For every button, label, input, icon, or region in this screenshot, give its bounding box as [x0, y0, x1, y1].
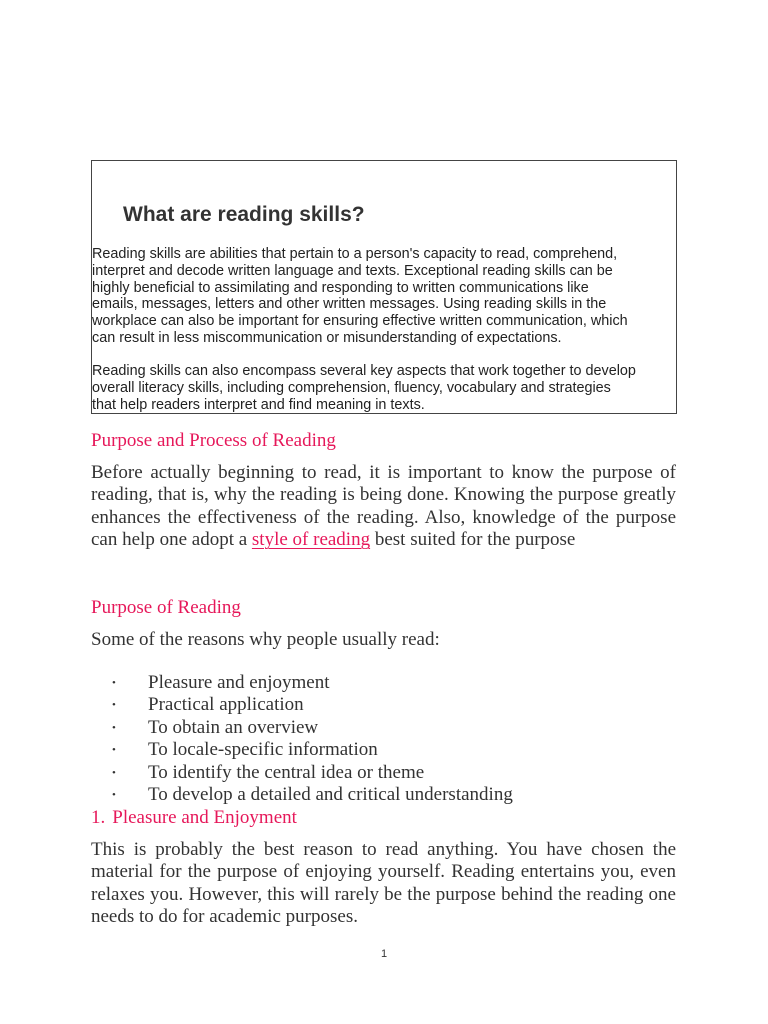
paragraph-purpose-and-process: [91, 462, 676, 552]
list-item: [112, 762, 513, 784]
list-item-text: Pleasure and enjoyment: [148, 672, 330, 693]
list-item-text: To develop a detailed and critical understanding: [148, 784, 513, 806]
page-number: 1: [380, 948, 388, 960]
list-item: [112, 694, 513, 716]
box-paragraph-definition: Reading skills are abilities that pertain to a person's capacity to read, comprehend, interpret and decode written language and texts. Exceptional reading skills can be highly beneficial to assimilating and responding to written communications like emails, messages, letters and other written messages. Using reading skills in the workplace can also be important for ensuring effective written communication, which can result in less miscommunication or misunderstanding of expectations.: [92, 246, 628, 346]
list-item-text: To locale-specific information: [148, 739, 378, 761]
list-item-text: To obtain an overview: [148, 716, 319, 738]
paragraph-reasons-intro: Some of the reasons why people usually read:: [91, 629, 440, 650]
list-item-text: To identify the central idea or theme: [148, 761, 425, 783]
heading-purpose-of-reading: Purpose of Reading: [91, 597, 241, 618]
bullet-icon: •: [112, 744, 116, 757]
list-item: [112, 672, 513, 694]
list-item: [112, 739, 513, 761]
style-of-reading-link[interactable]: style of reading: [251, 529, 371, 551]
paragraph-text-after-link: best suited for the purpose: [370, 529, 576, 551]
bullet-icon: •: [112, 766, 116, 779]
heading-number: 1.: [91, 807, 106, 828]
bullet-icon: •: [112, 789, 116, 802]
reasons-list: [112, 672, 513, 806]
heading-text: Pleasure and Enjoyment: [112, 807, 297, 828]
heading-purpose-and-process: Purpose and Process of Reading: [91, 430, 336, 451]
heading-pleasure-and-enjoyment: [91, 807, 297, 829]
list-item-text: Practical application: [148, 694, 304, 716]
list-item: [112, 784, 513, 806]
box-paragraph-aspects: Reading skills can also encompass several key aspects that work together to develop overall literacy skills, including comprehension, fluency, vocabulary and strategies that help readers interpret and find meaning in texts.: [92, 363, 636, 413]
bullet-icon: •: [112, 721, 116, 734]
box-title: What are reading skills?: [123, 203, 365, 226]
reading-skills-box: [91, 160, 677, 414]
paragraph-text-before-link: Before actually beginning to read, it is important to know the purpose of reading, that is, why the reading is being done. Knowing the purpose greatly enhances the effectiveness of the reading. Also, knowledge of the purpose can help one adopt a: [91, 462, 676, 551]
list-item: [112, 717, 513, 739]
paragraph-pleasure: This is probably the best reason to read anything. You have chosen the material for the purpose of enjoying yourself. Reading entertains you, even relaxes you. However, this will rarely be the purpose behind the reading one needs to do for academic purposes.: [91, 839, 676, 928]
bullet-icon: •: [112, 677, 116, 689]
bullet-icon: •: [112, 699, 116, 712]
